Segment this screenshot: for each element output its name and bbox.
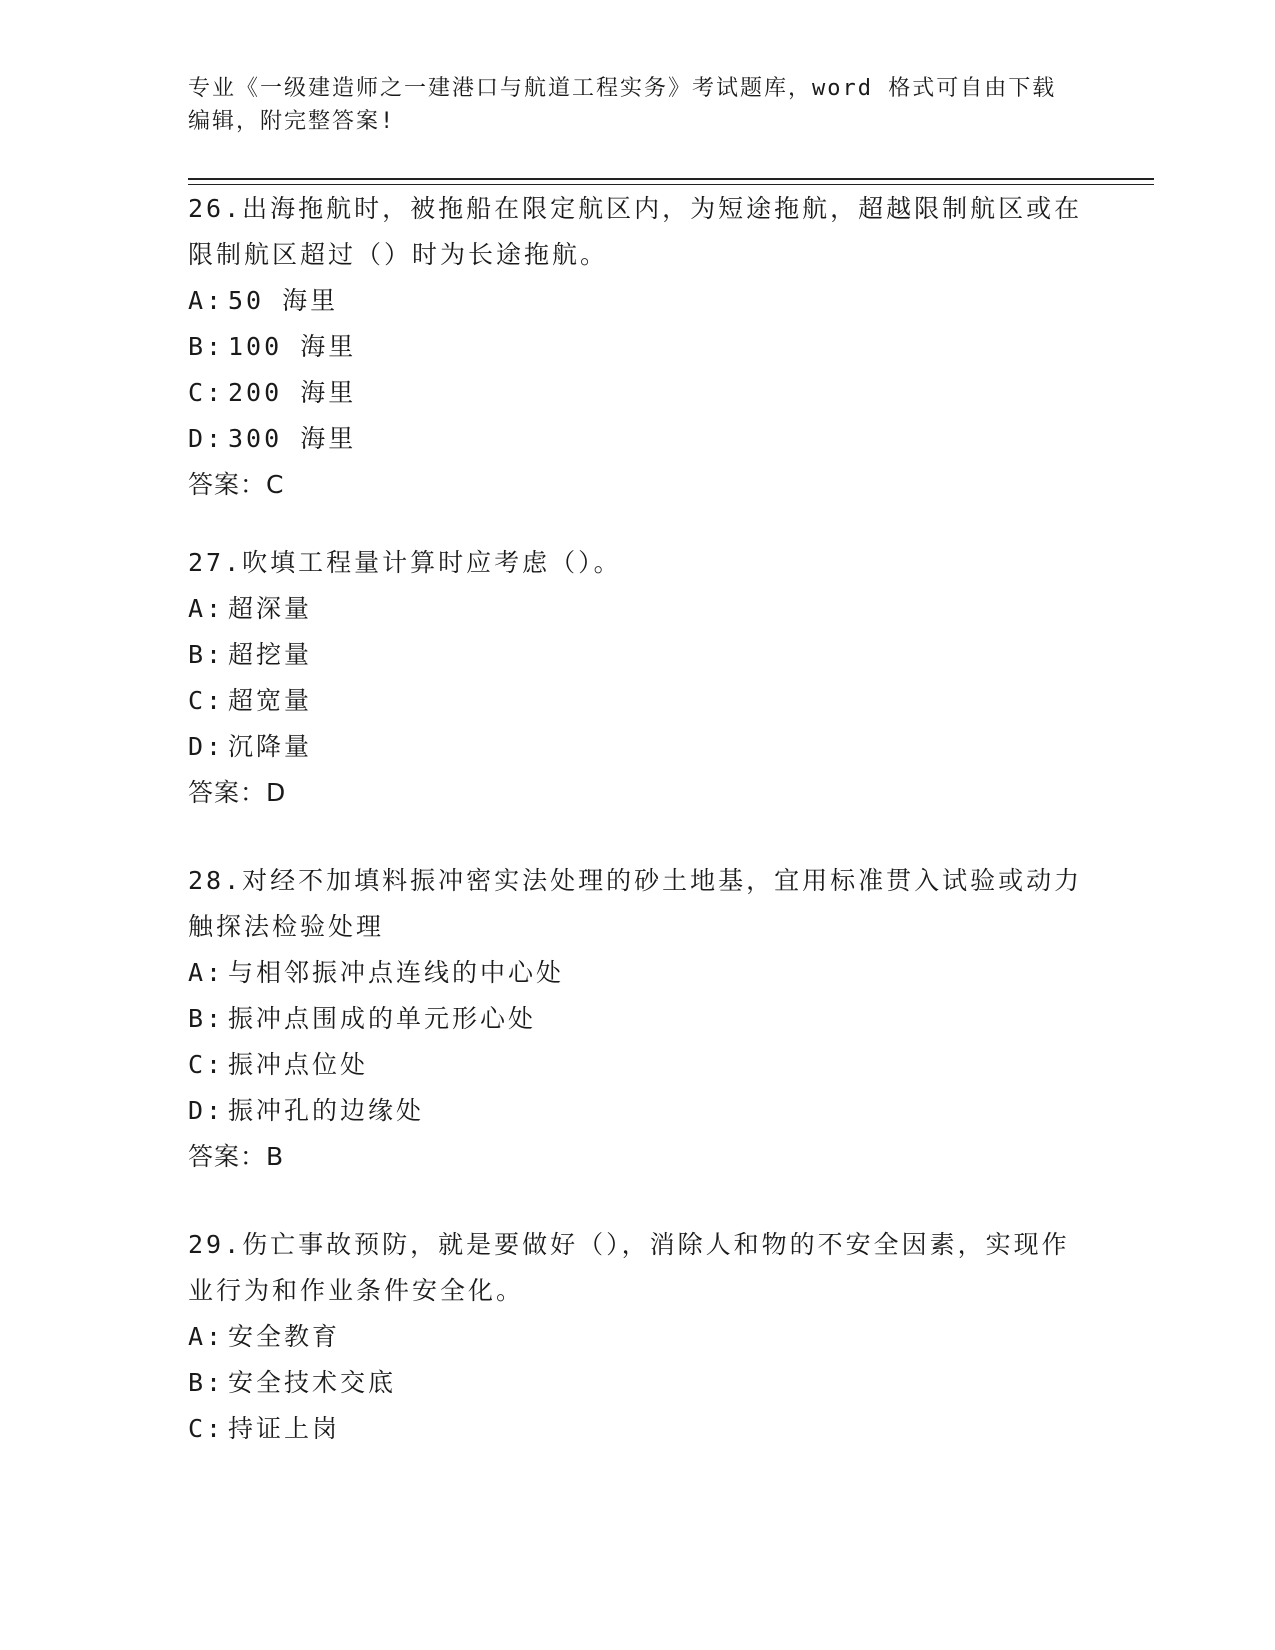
option-d	[188, 416, 1088, 462]
option-label: B:	[188, 640, 225, 669]
option-a	[188, 950, 1088, 996]
option-label: A:	[188, 594, 225, 623]
question-stem: 26.出海拖航时，被拖船在限定航区内，为短途拖航，超越限制航区或在限制航区超过（）时为长途拖航。	[188, 194, 1083, 269]
option-label: B:	[188, 332, 225, 361]
option-label: C:	[188, 1414, 225, 1443]
option-text: 超挖量	[228, 640, 313, 669]
header-line-1: 专业《一级建造师之一建港口与航道工程实务》考试题库，word 格式可自由下载	[188, 76, 1057, 101]
question-27	[188, 540, 1088, 816]
option-text: 50 海里	[228, 286, 339, 315]
option-d	[188, 724, 1088, 770]
option-text: 振冲点围成的单元形心处	[228, 1004, 537, 1033]
option-text: 100 海里	[228, 332, 357, 361]
option-label: A:	[188, 286, 225, 315]
option-label: D:	[188, 732, 225, 761]
option-c	[188, 370, 1088, 416]
option-text: 振冲孔的边缘处	[228, 1096, 425, 1125]
question-29	[188, 1222, 1088, 1452]
option-c	[188, 1042, 1088, 1088]
header-line-2: 编辑，附完整答案!	[188, 109, 396, 134]
option-text: 振冲点位处	[228, 1050, 369, 1079]
option-text: 安全教育	[228, 1322, 341, 1351]
option-text: 200 海里	[228, 378, 357, 407]
option-b	[188, 632, 1088, 678]
option-b	[188, 1360, 1088, 1406]
option-label: D:	[188, 1096, 225, 1125]
option-b	[188, 324, 1088, 370]
question-stem: 29.伤亡事故预防，就是要做好（），消除人和物的不安全因素，实现作业行为和作业条件安全化。	[188, 1230, 1070, 1305]
option-text: 300 海里	[228, 424, 357, 453]
question-26	[188, 186, 1088, 508]
answer: 答案：D	[188, 778, 287, 807]
option-label: A:	[188, 958, 225, 987]
answer: 答案：B	[188, 1142, 285, 1171]
option-b	[188, 996, 1088, 1042]
option-text: 沉降量	[228, 732, 313, 761]
option-a	[188, 586, 1088, 632]
option-c	[188, 1406, 1088, 1452]
question-28	[188, 858, 1088, 1180]
answer: 答案：C	[188, 470, 285, 499]
document-header	[188, 72, 1088, 138]
option-label: C:	[188, 378, 225, 407]
header-divider-thin	[188, 184, 1154, 185]
option-label: B:	[188, 1004, 225, 1033]
option-label: A:	[188, 1322, 225, 1351]
option-label: C:	[188, 686, 225, 715]
option-c	[188, 678, 1088, 724]
question-stem: 28.对经不加填料振冲密实法处理的砂土地基，宜用标准贯入试验或动力触探法检验处理	[188, 866, 1083, 941]
option-a	[188, 1314, 1088, 1360]
option-text: 超宽量	[228, 686, 313, 715]
option-label: C:	[188, 1050, 225, 1079]
option-d	[188, 1088, 1088, 1134]
option-text: 超深量	[228, 594, 313, 623]
option-label: B:	[188, 1368, 225, 1397]
option-text: 安全技术交底	[228, 1368, 397, 1397]
option-text: 与相邻振冲点连线的中心处	[228, 958, 565, 987]
question-stem: 27.吹填工程量计算时应考虑（）。	[188, 548, 622, 577]
header-divider-thick	[188, 178, 1154, 180]
option-a	[188, 278, 1088, 324]
option-label: D:	[188, 424, 225, 453]
option-text: 持证上岗	[228, 1414, 341, 1443]
